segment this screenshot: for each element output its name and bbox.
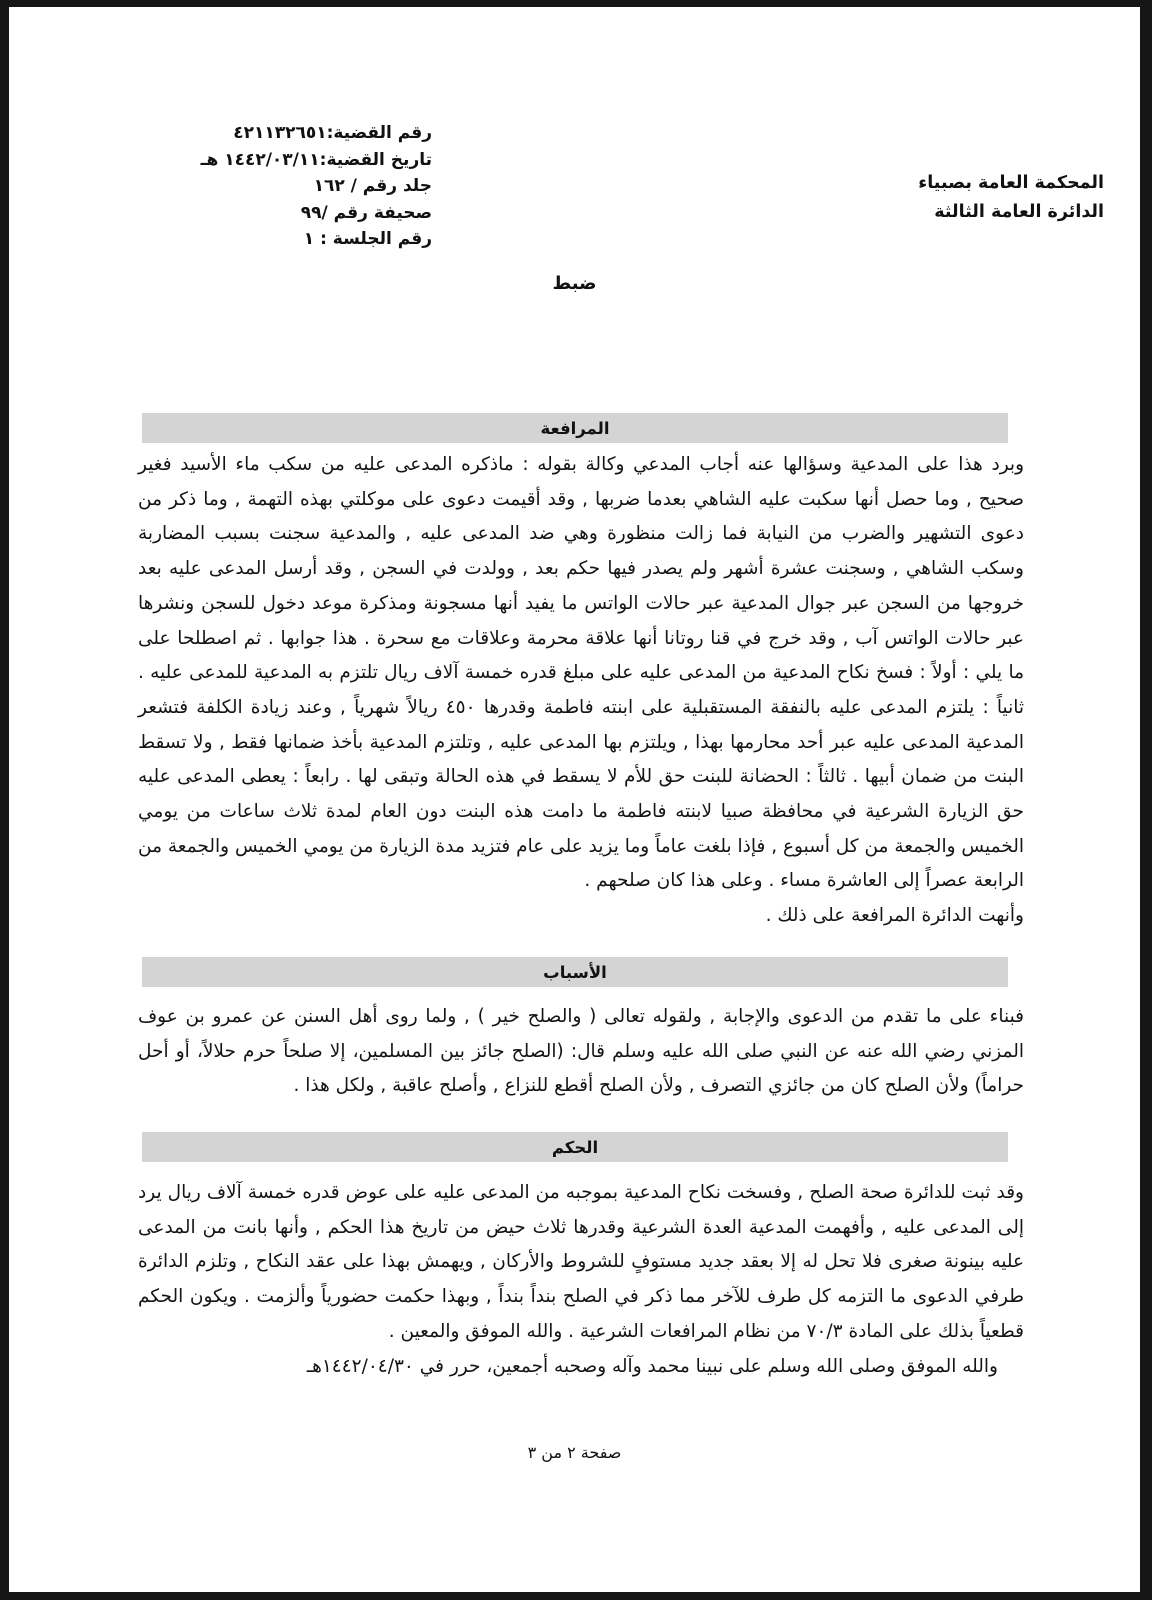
record-title: ضبط bbox=[552, 273, 597, 294]
ruling-closing-line: والله الموفق وصلى الله وسلم على نبينا محمد وآله وصحبه أجمعين، حرر في ١٤٤٢/٠٤/٣٠هـ bbox=[306, 1355, 998, 1377]
section-header-reasons bbox=[142, 957, 1008, 987]
page-number-indicator: صفحة ٢ من ٣ bbox=[527, 1443, 622, 1462]
section-header-pleading bbox=[142, 413, 1008, 443]
section-heading-label: الأسباب bbox=[543, 962, 607, 982]
ruling-paragraph: وقد ثبت للدائرة صحة الصلح , وفسخت نكاح المدعية بموجبه من المدعى عليه على عوض قدره خمسة آلاف ريال يرد إلى المدعى عليه , وأفهمت المدعية العدة الشرعية وقدرها ثلاث حيض من تاريخ هذا الحكم , وأنها بانت من المدعى عليه بينونة صغرى فلا تحل له إلا بعقد جديد مستوفٍ للشروط والأركان , ويهمش بهذا على عقد النكاح , وتلزم الدائرة طرفي الدعوى ما التزمه كل طرف للآخر مما ذكر في الصلح بنداً بنداً , وبهذا حكمت حضورياً وألزمت . ويكون الحكم قطعياً بذلك على المادة ٧٠/٣ من نظام المرافعات الشرعية . والله الموفق والمعين . bbox=[138, 1182, 1024, 1342]
pleading-section-text bbox=[138, 448, 1024, 934]
court-document-page bbox=[9, 7, 1140, 1592]
section-header-ruling bbox=[142, 1132, 1008, 1162]
section-heading-label: الحكم bbox=[551, 1137, 599, 1157]
pleading-closing-line: وأنهت الدائرة المرافعة على ذلك . bbox=[765, 905, 1024, 927]
court-name: المحكمة العامة بصبياء bbox=[918, 173, 1104, 193]
volume-number: جلد رقم / ١٦٢ bbox=[313, 176, 432, 196]
reasons-paragraph: فبناء على ما تقدم من الدعوى والإجابة , ولقوله تعالى ( والصلح خير ) , ولما روى أهل السنن عن عمرو بن عوف المزني رضي الله عنه عن النبي صلى الله عليه وسلم قال: (الصلح جائز بين المسلمين، إلا صلحاً حرم حلالاً، أو أحل حراماً) ولأن الصلح كان من جائزي التصرف , ولأن الصلح أقطع للنزاع , وأصلح عاقبة , ولكل هذا . bbox=[138, 1006, 1024, 1097]
sheet-number: صحيفة رقم /٩٩ bbox=[300, 202, 432, 223]
pleading-paragraph: وبرد هذا على المدعية وسؤالها عنه أجاب المدعي وكالة بقوله : ماذكره المدعى عليه من سكب ماء الأسيد فغير صحيح , وما حصل أنها سكبت عليه الشاهي بعدما ضربها , وقد أقيمت دعوى على موكلتي بهذه التهمة , وما ذكر من دعوى التشهير والضرب من النيابة فما زالت منظورة وهي ضد المدعى عليه , والمدعية سجنت بسبب المضاربة وسكب الشاهي , وسجنت عشرة أشهر ولم يصدر فيها حكم بعد , وولدت في السجن , وقد أرسل المدعى عليه بعد خروجها من السجن عبر جوال المدعية عبر حالات الواتس ما يفيد أنها مسجونة ومذكرة موعد دخول للسجن ونشرها عبر حالات الواتس آب , وقد خرج في قنا روتانا أنها علاقة محرمة وعلاقات مع سحرة . هذا جوابها . ثم اصطلحا على ما يلي : أولاً : فسخ نكاح المدعية من المدعى عليه على مبلغ قدره خمسة آلاف ريال تلتزم به المدعية للمدعى عليه . ثانياً : يلتزم المدعى عليه بالنفقة المستقبلية على ابنته فاطمة وقدرها ٤٥٠ ريالاً شهرياً , وعند زيادة الكلفة فتشعر المدعية المدعى عليه عبر أحد محارمها بهذا , ويلتزم بها المدعى عليه , وتلتزم المدعية بأخذ ضمانها فقط , ولا تسقط البنت من ضمان أبيها . ثالثاً : الحضانة للبنت حق للأم لا يسقط في هذه الحالة وتبقى لها . رابعاً : يعطى المدعى عليه حق الزيارة الشرعية في محافظة صبيا لابنته فاطمة ما دامت هذه البنت دون العام لمدة ثلاث ساعات من يومي الخميس والجمعة من كل أسبوع , فإذا بلغت عاماً وما يزيد على عام فتزيد مدة الزيارة من يومي الخميس والجمعة من الرابعة عصراً إلى العاشرة مساء . وعلى هذا كان صلحهم . bbox=[138, 454, 1024, 892]
case-info-block bbox=[201, 120, 432, 253]
case-number: رقم القضية:٤٢١١٣٢٦٥١ bbox=[233, 123, 432, 143]
case-date: تاريخ القضية:١٤٤٢/٠٣/١١ هـ bbox=[200, 149, 432, 170]
reasons-section-text bbox=[138, 1000, 1024, 1104]
ruling-section-text bbox=[138, 1176, 1024, 1384]
circuit-name: الدائرة العامة الثالثة bbox=[934, 202, 1104, 222]
section-heading-label: المرافعة bbox=[540, 418, 610, 438]
session-number: رقم الجلسة : ١ bbox=[303, 229, 432, 249]
court-header-block bbox=[918, 169, 1104, 227]
